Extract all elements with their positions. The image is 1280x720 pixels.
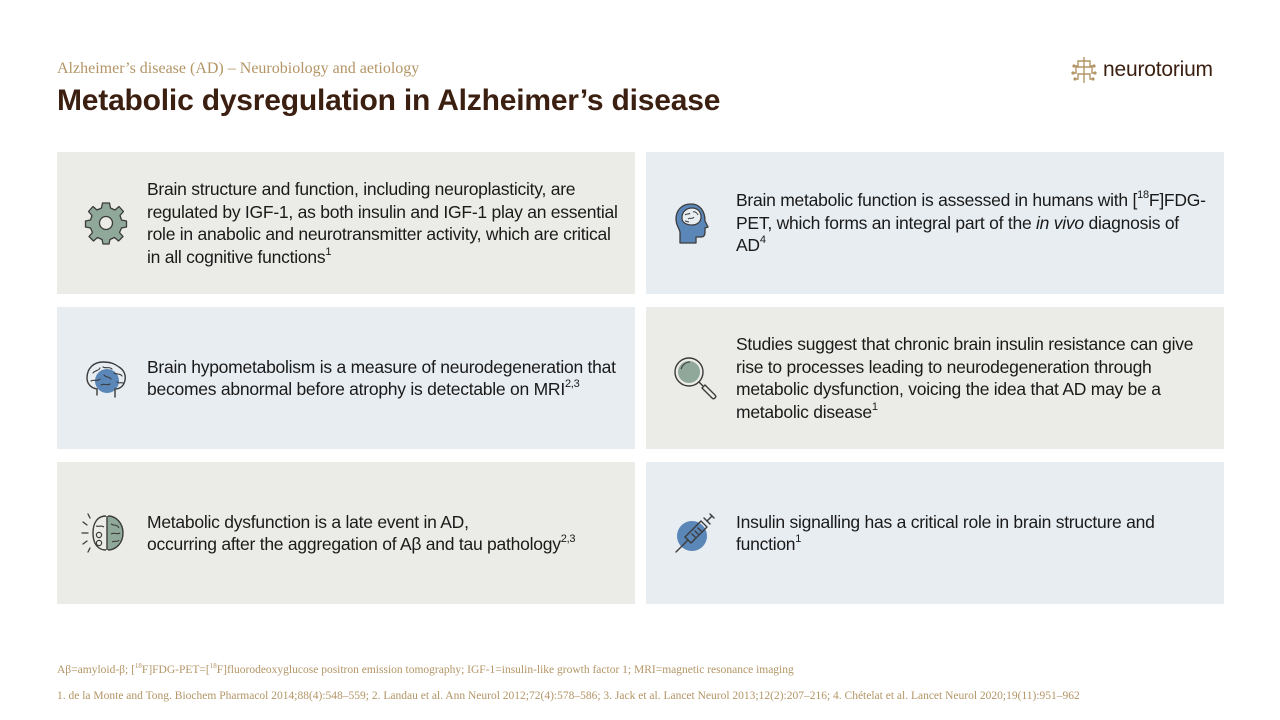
card-text: Studies suggest that chronic brain insulin resistance can give rise to processes leading to neurodegeneration through metabolic dysfunction, voicing the idea that AD may be a metabolic disease$^1$: [736, 334, 1194, 422]
info-card-insulin-resistance: [646, 307, 1224, 449]
info-card-fdg-pet: [646, 152, 1224, 294]
logo-text: neurotorium: [1103, 58, 1213, 81]
card-text: Brain structure and function, including neuroplasticity, are regulated by IGF-1, as both insulin and IGF-1 play an essential role in anabolic and neurotransmitter activity, which are critical in all cognitive functions$^1$: [147, 179, 618, 267]
card-text: Brain metabolic function is assessed in humans with [$^{18}$F]FDG-PET, which forms an integral part of the in vivo diagnosis of $AD^4$: [736, 189, 1206, 256]
info-card-insulin-signalling: [646, 462, 1224, 604]
info-card-hypometabolism: [57, 307, 635, 449]
reference-marker: 2,3: [560, 533, 576, 546]
page-title: Metabolic dysregulation in Alzheimer’s disease: [57, 84, 721, 117]
reference-marker: 4: [759, 234, 766, 247]
brain-pathology-icon: [79, 506, 133, 560]
gear-icon: [79, 196, 133, 250]
neurotorium-logo: [1071, 54, 1213, 86]
references-footnote: 1. de la Monte and Tong. Biochem Pharmacol 2014;88(4):548–559; 2. Landau et al. Ann Neurol 2012;72(4):578–586; 3. Jack et al. Lancet Neurol 2013;12(2):207–216; 4. Chételat et al. Lancet Neurol 2020;19(11):951–962: [57, 690, 1080, 702]
syringe-icon: [668, 506, 722, 560]
card-text: Metabolic dysfunction is a late event in AD, occurring after the aggregation of Aβ and tau pathology$^{2,3}$: [147, 511, 576, 554]
abbreviations-footnote: Aβ=amyloid-β; [$^{18}$F]FDG-PET=[$^{18}$F]fluorodeoxyglucose positron emission tomography; IGF-1=insulin-like growth factor 1; MRI=magnetic resonance imaging: [57, 662, 794, 676]
magnifier-icon: [668, 351, 722, 405]
reference-marker: 2,3: [564, 378, 580, 391]
head-brain-icon: [668, 196, 722, 250]
reference-marker: 1: [795, 533, 802, 546]
info-card-late-event: [57, 462, 635, 604]
reference-marker: 1: [325, 245, 332, 258]
reference-marker: 1: [871, 400, 878, 413]
neurotorium-logo-icon: [1071, 55, 1097, 85]
brain-icon: [79, 351, 133, 405]
card-text: Insulin signalling has a critical role in brain structure and function$^1$: [736, 511, 1155, 554]
section-subtitle: Alzheimer’s disease (AD) – Neurobiology and aetiology: [57, 60, 420, 77]
card-text: Brain hypometabolism is a measure of neurodegeneration that becomes abnormal before atrophy is detectable on MRI$^{2,3}$: [147, 356, 616, 399]
info-card-igf1: [57, 152, 635, 294]
